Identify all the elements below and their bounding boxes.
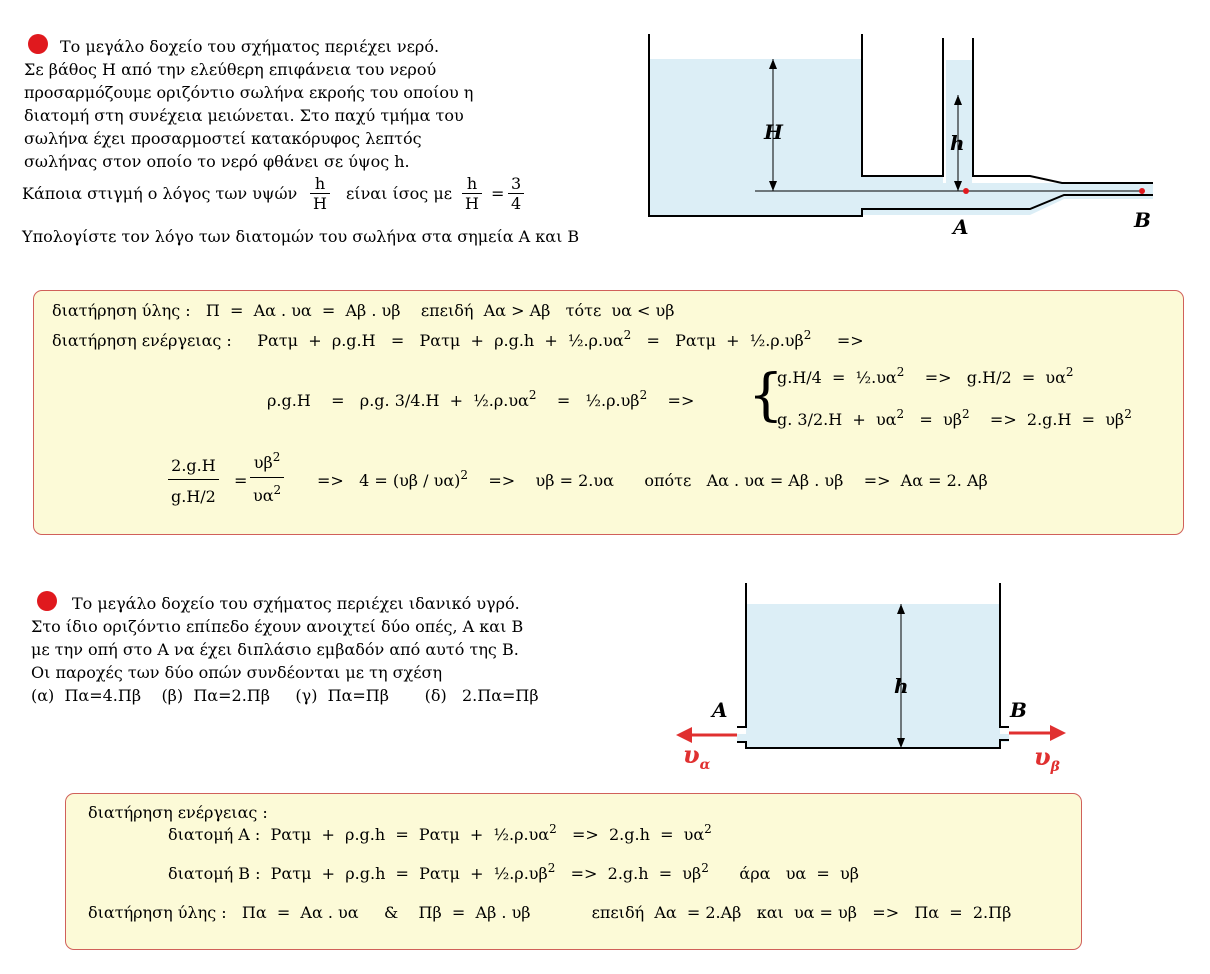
- equal-text: είναι ίσος με: [346, 184, 453, 203]
- sol1-row3-part3: =>: [647, 391, 695, 410]
- frac1-numerator: 2.g.H: [171, 456, 216, 475]
- equal-frac-numerator: h: [466, 174, 478, 193]
- problem2-line-1: Το μεγάλο δοχείο του σχήματος περιέχει ιδανικό υγρό.: [72, 594, 520, 613]
- figure2-label-h: h: [894, 674, 909, 698]
- figure2-label-vb: [1034, 742, 1060, 775]
- frac1-denominator: g.H/2: [168, 479, 219, 510]
- sol1-row2-part2: = Ρατμ + ½.ρ.υβ: [631, 331, 804, 350]
- sol2-rowA-part2: => 2.g.h = υα: [556, 825, 705, 844]
- problem1-line-5: σωλήνα έχει προσαρμοστεί κατακόρυφος λεπτός: [24, 129, 422, 148]
- sol1-case1-part2: => g.Η/2 = υα: [904, 368, 1066, 387]
- sol2-title: διατήρηση ενέργειας :: [88, 803, 268, 822]
- square-exp: 2: [623, 328, 632, 342]
- sol1-row4-part2: => υβ = 2.υα οπότε Αα . υα = Αβ . υβ => Αα = 2. Αβ: [468, 471, 988, 490]
- sol2-rowA-part1: διατομή Α : Ρατμ + ρ.g.h = Ρατμ + ½.ρ.υα: [168, 825, 550, 844]
- ratio-text: Κάποια στιγμή ο λόγος των υψών: [22, 184, 298, 203]
- vb-subscript: β: [1050, 759, 1060, 775]
- sol2-rowB-part2: => 2.g.h = υβ: [555, 864, 702, 883]
- square-exp: 2: [273, 483, 282, 497]
- sol1-case2-part3: => 2.g.Η = υβ: [969, 410, 1125, 429]
- sol1-case1-part1: g.Η/4 = ½.υα: [777, 368, 897, 387]
- value-denominator: 4: [508, 193, 524, 213]
- square-exp: 2: [460, 468, 469, 482]
- sol2-rowB-part1: διατομή Β : Ρατμ + ρ.g.h = Ρατμ + ½.ρ.υβ: [168, 864, 548, 883]
- square-exp: 2: [803, 328, 812, 342]
- square-exp: 2: [961, 407, 970, 421]
- square-exp: 2: [547, 861, 556, 875]
- sol1-row1: διατήρηση ύλης : Π = Αα . υα = Αβ . υβ επειδή Αα > Αβ τότε υα < υβ: [52, 301, 675, 320]
- curly-brace: {: [748, 363, 784, 428]
- figure2-label-A: A: [712, 698, 728, 722]
- question-text: Υπολογίστε τον λόγο των διατομών του σωλήνα στα σημεία Α και Β: [22, 227, 580, 246]
- square-exp: 2: [272, 450, 281, 464]
- square-exp: 2: [704, 822, 712, 836]
- tank2-water: [746, 604, 1000, 748]
- square-exp: 2: [639, 388, 648, 402]
- sol1-case2-part2: = υβ: [904, 410, 962, 429]
- problem2-line-2: Στο ίδιο οριζόντιο επίπεδο έχουν ανοιχτεί δύο οπές, Α και Β: [31, 617, 524, 636]
- figure2-label-va: [683, 740, 710, 773]
- sol1-row3-part1: ρ.g.Η = ρ.g. 3/4.Η + ½.ρ.υα: [267, 391, 529, 410]
- sol2-rowA: [168, 822, 712, 844]
- figure1-label-H: H: [764, 120, 783, 144]
- square-exp: 2: [528, 388, 537, 402]
- va-symbol: υ: [683, 740, 700, 769]
- figure1-label-A: A: [953, 215, 969, 239]
- sol1-case2-part1: g. 3/2.Η + υα: [777, 410, 897, 429]
- figure1-label-B: B: [1134, 208, 1151, 232]
- sol2-rowB-part3: άρα υα = υβ: [708, 864, 859, 883]
- tank2-right-wall-upper: [1000, 583, 1009, 727]
- problem1-line-3: προσαρμόζουμε οριζόντιο σωλήνα εκροής του οποίου η: [24, 83, 474, 102]
- sol1-row2-part1: διατήρηση ενέργειας : Ρατμ + ρ.g.Η = Ρατμ + ρ.g.h + ½.ρ.υα: [52, 331, 624, 350]
- hole-A-water: [737, 734, 746, 742]
- equal-frac-denominator: H: [462, 193, 482, 213]
- sol1-row2-part3: =>: [811, 331, 864, 350]
- square-exp: 2: [896, 407, 905, 421]
- problem1-line-1: Το μεγάλο δοχείο του σχήματος περιέχει νερό.: [60, 37, 440, 56]
- sol1-row3-part2: = ½.ρ.υβ: [536, 391, 640, 410]
- problem1-line-4: διατομή στη συνέχεια μειώνεται. Στο παχύ τμήμα του: [24, 106, 464, 125]
- square-exp: 2: [1124, 407, 1132, 421]
- vb-symbol: υ: [1034, 742, 1051, 771]
- sol1-frac-equals: =: [234, 471, 248, 490]
- square-exp: 2: [896, 365, 905, 379]
- ratio-denominator: H: [310, 193, 330, 213]
- problem2-line-4: Οι παροχές των δύο οπών συνδέονται με τη σχέση: [31, 663, 443, 682]
- va-subscript: α: [699, 757, 711, 773]
- tank2-left-wall-upper: [737, 583, 746, 727]
- square-exp: 2: [1065, 365, 1074, 379]
- sol2-row3: διατήρηση ύλης : Πα = Αα . υα & Πβ = Αβ . υβ επειδή Αα = 2.Αβ και υα = υβ => Πα = 2.Πβ: [88, 903, 1012, 922]
- problem2-options: (α) Πα=4.Πβ (β) Πα=2.Πβ (γ) Πα=Πβ (δ) 2.Πα=Πβ: [31, 686, 539, 705]
- frac2-num-text: υβ: [253, 453, 273, 472]
- square-exp: 2: [549, 822, 557, 836]
- equals-sign: =: [491, 184, 505, 203]
- value-numerator: 3: [511, 174, 522, 193]
- figure1-label-h: h: [950, 131, 965, 155]
- velocity-arrow-B-head: [1050, 725, 1066, 741]
- sol1-row4-part1: => 4 = (υβ / υα): [317, 471, 461, 490]
- frac2-den-text: υα: [253, 486, 274, 505]
- ratio-numerator: h: [314, 174, 326, 193]
- figure2-label-B: B: [1010, 698, 1027, 722]
- problem1-line-2: Σε βάθος Η από την ελεύθερη επιφάνεια του νερού: [24, 60, 437, 79]
- problem1-line-6: σωλήνας στον οποίο το νερό φθάνει σε ύψος h.: [24, 152, 410, 171]
- square-exp: 2: [701, 861, 709, 875]
- problem2-line-3: με την οπή στο Α να έχει διπλάσιο εμβαδόν από αυτό της Β.: [31, 640, 519, 659]
- sol2-rowB: [168, 861, 859, 883]
